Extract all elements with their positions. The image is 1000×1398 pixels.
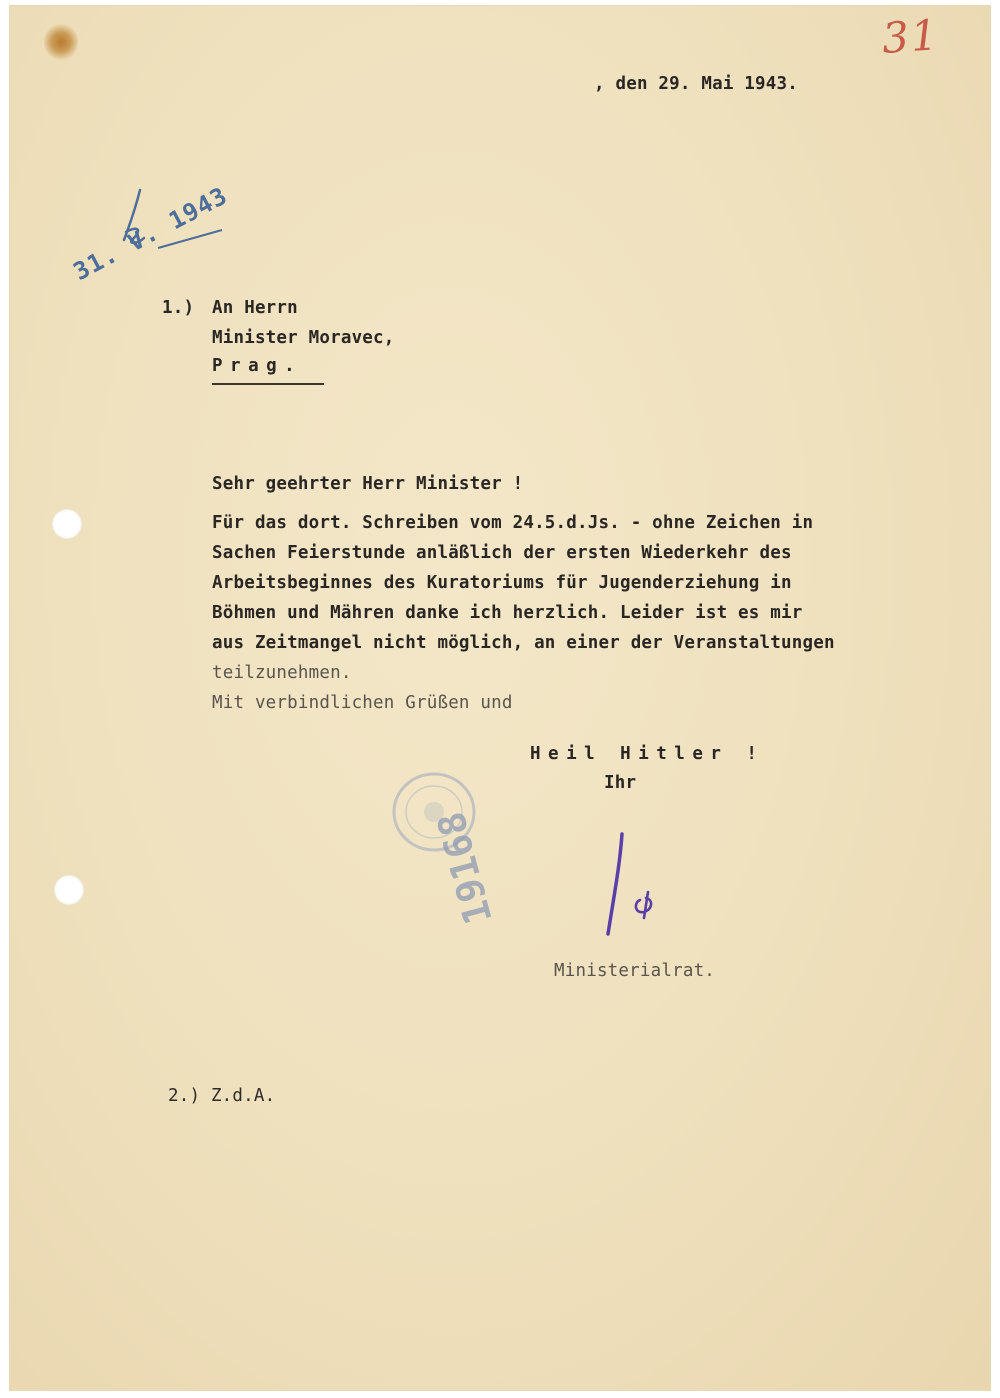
second-item-line: 2.) Z.d.A. [168, 1086, 276, 1106]
recipient-line-2: Minister Moravec, [212, 328, 395, 348]
recipient-number: 1.) [162, 298, 195, 318]
received-date-stamp: 31. V. 1943 [68, 181, 233, 286]
date-line: , den 29. Mai 1943. [594, 74, 798, 94]
punch-hole-bottom [54, 875, 84, 905]
svg-text:19168: 19168 [428, 807, 501, 930]
body-line: Sachen Feierstunde anläßlich der ersten Wiederkehr des [212, 543, 792, 563]
stamp-check-mark [118, 188, 228, 258]
greeting: Heil Hitler ! [530, 744, 765, 764]
punch-hole-top [52, 509, 82, 539]
rust-stain [44, 22, 78, 62]
salutation: Sehr geehrter Herr Minister ! [212, 474, 524, 494]
page-number: 31 [880, 10, 942, 63]
letter-body [212, 508, 835, 718]
handwritten-signature [596, 830, 676, 942]
recipient-city: Prag. [212, 356, 303, 376]
closing-line: Mit verbindlichen Grüßen und [212, 693, 513, 713]
body-line: Arbeitsbeginnes des Kuratoriums für Jugenderziehung in [212, 573, 792, 593]
recipient-line-1: An Herrn [212, 298, 298, 318]
registry-number-stamp [428, 807, 582, 932]
city-underline [212, 383, 324, 385]
ihr-line: Ihr [604, 773, 637, 793]
body-line: teilzunehmen. [212, 663, 352, 683]
signature-title: Ministerialrat. [554, 961, 716, 981]
body-line: aus Zeitmangel nicht möglich, an einer der Veranstaltungen [212, 633, 835, 653]
body-line: Für das dort. Schreiben vom 24.5.d.Js. - ohne Zeichen in [212, 513, 814, 533]
body-line: Böhmen und Mähren danke ich herzlich. Leider ist es mir [212, 603, 803, 623]
